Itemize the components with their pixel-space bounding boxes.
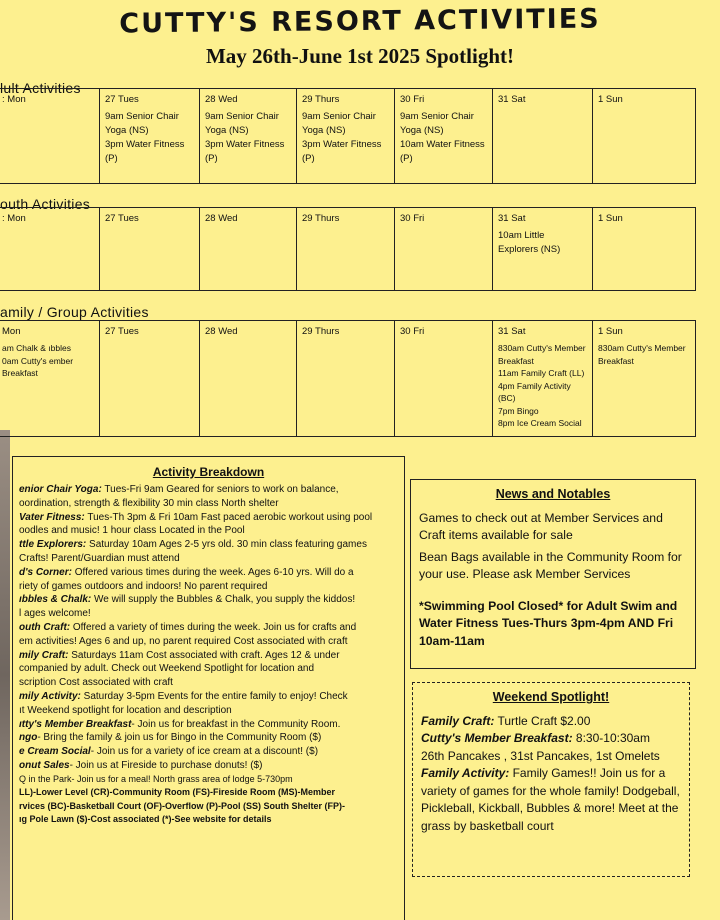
day-label: 30 Fri	[400, 326, 425, 337]
event-item: 11am Family Craft (LL)	[498, 368, 585, 378]
breakdown-line	[19, 538, 398, 552]
family-day-cell	[493, 321, 593, 436]
activity-breakdown-title: Activity Breakdown	[152, 465, 265, 479]
adult-day-cell	[593, 89, 697, 183]
breakdown-activity-name: mily Craft:	[19, 649, 69, 661]
youth-section-title: outh Activities	[0, 196, 91, 212]
breakdown-activity-name: enior Chair Yoga:	[19, 484, 102, 495]
family-section-title: amily / Group Activities	[0, 304, 149, 320]
breakdown-line	[19, 759, 398, 773]
event-item: 3pm Water Fitness (P)	[302, 139, 382, 164]
legend-line: ıg Pole Lawn ($)-Cost associated (*)-See website for details	[19, 814, 272, 825]
breakdown-activity-name: ngo	[19, 732, 38, 744]
event-item: 10am Water Fitness (P)	[400, 139, 485, 164]
adult-calendar	[0, 88, 696, 184]
activity-breakdown-box	[12, 456, 405, 920]
breakdown-description: scription Cost associated with craft	[19, 677, 173, 689]
spotlight-breakfast-detail: 26th Pancakes , 31st Pancakes, 1st Omelets	[421, 748, 660, 763]
breakdown-description: l ages welcome!	[19, 608, 91, 620]
youth-day-cell	[593, 208, 697, 290]
breakdown-description: oordination, strength & flexibility 30 min class North shelter	[19, 497, 279, 509]
family-day-cell	[297, 321, 395, 436]
youth-day-cell	[395, 208, 493, 290]
news-games-note: Games to check out at Member Services and Craft items available for sale	[419, 510, 663, 542]
legend-line: rvices (BC)-Basketball Court (OF)-Overflow (P)-Pool (SS) South Shelter (FP)-	[19, 800, 346, 811]
day-label: 28 Wed	[205, 94, 238, 105]
adult-day-cell	[200, 89, 297, 183]
breakdown-description: We will supply the Bubbles & Chalk, you supply the kiddos!	[91, 594, 356, 606]
family-day-cell	[200, 321, 297, 436]
day-label: 29 Thurs	[302, 326, 340, 337]
breakdown-line	[19, 704, 398, 718]
day-label: : Mon	[2, 213, 26, 224]
day-label: Mon	[2, 326, 21, 337]
weekend-spotlight-box	[412, 682, 690, 877]
news-title: News and Notables	[495, 487, 611, 501]
breakdown-activity-name: ıbbles & Chalk:	[19, 594, 92, 606]
breakdown-activity-name: d's Corner:	[19, 566, 72, 578]
flyer-subtitle: May 26th-June 1st 2025 Spotlight!	[205, 44, 515, 68]
flyer-title: CUTTY'S RESORT ACTIVITIES	[119, 3, 601, 40]
spotlight-activity	[421, 765, 681, 835]
breakdown-description: Saturday 3-5pm Events for the entire family to enjoy! Check	[80, 690, 348, 702]
event-item: 3pm Water Fitness (P)	[105, 139, 185, 164]
breakdown-description: em activities! Ages 6 and up, no parent required Cost associated with craft	[19, 635, 348, 647]
breakdown-line	[19, 718, 398, 732]
day-label: 31 Sat	[498, 94, 526, 105]
breakdown-line	[19, 745, 398, 759]
breakdown-description: Offered various times during the week. Ages 6-10 yrs. Will do a	[71, 566, 354, 578]
pool-closed-text: for Adult Swim and Water Fitness Tues-Thurs 3pm-4pm AND Fri 10am-11am	[419, 598, 678, 648]
event-item: 8pm Ice Cream Social	[498, 418, 582, 428]
breakdown-description: ıt Weekend spotlight for location and description	[19, 704, 232, 716]
youth-day-cell	[0, 208, 100, 290]
event-item: 830am Cutty's Member Breakfast	[598, 343, 686, 366]
adult-day-cell	[297, 89, 395, 183]
youth-day-cell	[493, 208, 593, 290]
breakdown-line	[19, 635, 398, 649]
breakdown-line	[19, 649, 398, 663]
breakdown-line	[19, 607, 398, 621]
bbq-line: Q in the Park- Join us for a meal! North grass area of lodge 5-730pm	[19, 773, 293, 784]
adult-day-cell	[100, 89, 200, 183]
breakdown-line	[19, 511, 398, 525]
event-item: 7pm Bingo	[498, 405, 539, 416]
breakdown-line	[19, 580, 398, 594]
day-label: 29 Thurs	[302, 213, 340, 224]
breakdown-line	[19, 593, 398, 607]
adult-section-title: lult Activities	[0, 80, 81, 96]
breakdown-activity-name: Vater Fitness:	[19, 511, 85, 523]
day-label: 30 Fri	[400, 213, 425, 224]
day-label: 27 Tues	[105, 94, 139, 105]
family-day-cell	[100, 321, 200, 436]
breakdown-description: - Join us at Fireside to purchase donuts! ($)	[69, 759, 263, 771]
table-surface	[0, 430, 10, 920]
breakdown-description: Saturdays 11am Cost associated with craft. Ages 12 & under	[68, 649, 340, 661]
breakdown-line	[19, 676, 398, 690]
breakdown-line	[19, 566, 398, 580]
breakdown-line	[19, 497, 398, 511]
event-item: 4pm Family Activity (BC)	[498, 380, 571, 403]
legend-line: LL)-Lower Level (CR)-Community Room (FS)-Fireside Room (MS)-Member	[19, 787, 336, 798]
day-label: 1 Sun	[598, 213, 623, 224]
news-and-notables-box	[410, 479, 696, 669]
event-item: 9am Senior Chair Yoga (NS)	[205, 111, 279, 136]
youth-calendar	[0, 207, 696, 291]
pool-closed-notice	[419, 598, 687, 651]
breakdown-line	[19, 483, 398, 497]
day-label: 27 Tues	[105, 326, 139, 337]
spotlight-activity-label: Family Activity:	[421, 766, 510, 780]
event-item: 0am Cutty's ember Breakfast	[2, 355, 74, 378]
breakdown-description: companied by adult. Check out Weekend Spotlight for location and	[19, 663, 314, 675]
breakdown-line	[19, 731, 398, 745]
day-label: 28 Wed	[205, 213, 238, 224]
adult-day-cell	[0, 89, 100, 183]
family-day-cell	[593, 321, 697, 436]
breakdown-activity-name: ıtty's Member Breakfast	[19, 718, 132, 730]
spotlight-title: Weekend Spotlight!	[492, 690, 610, 704]
event-item: 9am Senior Chair Yoga (NS)	[105, 111, 179, 136]
youth-day-cell	[297, 208, 395, 290]
adult-day-cell	[493, 89, 593, 183]
event-item: 9am Senior Chair Yoga (NS)	[400, 111, 474, 136]
breakdown-description: - Join us for breakfast in the Community Room.	[131, 718, 341, 730]
breakdown-activity-name: outh Craft:	[19, 621, 71, 633]
spotlight-craft-text: Turtle Craft $2.00	[494, 713, 591, 728]
breakdown-description: oodles and music! 1 hour class Located in the Pool	[19, 525, 245, 537]
breakdown-line	[19, 524, 398, 538]
breakdown-description: - Join us for a variety of ice cream at a discount! ($)	[90, 746, 319, 758]
event-item: 830am Cutty's Member Breakfast	[498, 343, 586, 366]
day-label: 28 Wed	[205, 326, 238, 337]
family-day-cell	[0, 321, 100, 436]
day-label: 1 Sun	[598, 94, 623, 105]
news-beanbags-note: Bean Bags available in the Community Room for your use. Please ask Member Services	[419, 549, 682, 581]
youth-day-cell	[200, 208, 297, 290]
breakdown-line	[19, 552, 398, 566]
spotlight-breakfast-time: 8:30-10:30am	[572, 731, 650, 745]
event-item: 3pm Water Fitness (P)	[205, 139, 285, 164]
day-label: 31 Sat	[498, 326, 526, 337]
day-label: 27 Tues	[105, 213, 139, 224]
family-calendar	[0, 320, 696, 437]
day-label: 30 Fri	[400, 94, 425, 105]
day-label: 31 Sat	[498, 213, 526, 224]
spotlight-craft-label: Family Craft:	[421, 713, 495, 728]
breakdown-description: Crafts! Parent/Guardian must attend	[19, 552, 180, 564]
breakdown-line	[19, 690, 398, 704]
breakdown-description: - Bring the family & join us for Bingo in the Community Room ($)	[37, 732, 322, 744]
spotlight-breakfast-label: Cutty's Member Breakfast:	[421, 731, 573, 745]
breakdown-description: Tues-Th 3pm & Fri 10am Fast paced aerobic workout using pool	[84, 511, 373, 523]
event-item: 10am Little Explorers (NS)	[498, 230, 561, 255]
breakdown-activity-name: e Cream Social	[19, 746, 91, 758]
breakdown-description: riety of games outdoors and indoors! No parent required	[19, 580, 268, 592]
family-day-cell	[395, 321, 493, 436]
event-item: am Chalk & ıbbles	[2, 343, 71, 353]
adult-day-cell	[395, 89, 493, 183]
day-label: 1 Sun	[598, 326, 623, 337]
youth-day-cell	[100, 208, 200, 290]
breakdown-activity-name: mily Activity:	[19, 690, 81, 702]
spotlight-craft	[421, 713, 681, 731]
breakdown-line	[19, 662, 398, 676]
breakdown-activity-name: ttle Explorers:	[19, 539, 87, 551]
spotlight-breakfast	[421, 730, 681, 748]
event-item: 9am Senior Chair Yoga (NS)	[302, 111, 376, 136]
day-label: 29 Thurs	[302, 94, 340, 105]
breakdown-line	[19, 621, 398, 635]
breakdown-activity-name: onut Sales	[19, 759, 70, 771]
day-label: : Mon	[2, 94, 26, 105]
spotlight-activity-text: Family Games!! Join us for a variety of games for the whole family! Dodgeball, Pickleball, Kickball, Bubbles & more! Meet at the grass by basketball court	[421, 766, 680, 833]
pool-closed-label: *Swimming Pool Closed*	[419, 598, 564, 613]
breakdown-description: Offered a variety of times during the week. Join us for crafts and	[70, 621, 357, 633]
breakdown-description: Saturday 10am Ages 2-5 yrs old. 30 min class featuring games	[86, 539, 367, 551]
breakdown-description: Tues-Fri 9am Geared for seniors to work on balance,	[101, 484, 339, 495]
